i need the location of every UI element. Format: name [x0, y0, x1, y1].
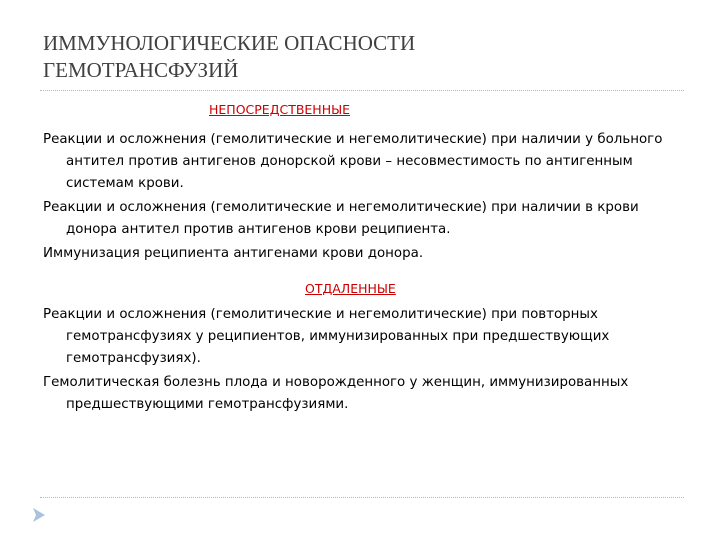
delayed-item-1: Реакции и осложнения (гемолитические и негемолитические) при повторных гемотрансфузиях у реципиентов, иммунизированных при предшествующих гемотрансфузиях). [43, 307, 610, 366]
immediate-heading-text: НЕПОСРЕДСТВЕННЫЕ [209, 102, 351, 117]
next-slide-arrow-icon[interactable] [32, 507, 46, 523]
immediate-item-1: Реакции и осложнения (гемолитические и негемолитические) при наличии у больного антител против антигенов донорской крови – несовместимость по антигенным системам крови. [43, 132, 663, 191]
page-title-line-2: ГЕМОТРАНСФУЗИЙ [43, 58, 239, 82]
immediate-item-2: Реакции и осложнения (гемолитические и негемолитические) при наличии в крови донора антител против антигенов крови реципиента. [43, 200, 639, 237]
page-title [43, 30, 683, 84]
delayed-heading-text: ОТДАЛЕННЫЕ [305, 281, 396, 296]
slide-body [43, 102, 688, 418]
top-divider [40, 90, 684, 91]
delayed-item-2: Гемолитическая болезнь плода и новорожденного у женщин, иммунизированных предшествующими гемотрансфузиями. [43, 375, 629, 412]
immediate-heading [43, 102, 688, 118]
page-title-line-1: ИММУНОЛОГИЧЕСКИЕ ОПАСНОСТИ [43, 31, 416, 55]
bottom-divider [40, 497, 684, 498]
delayed-heading [43, 281, 688, 297]
immediate-item-3: Иммунизация реципиента антигенами крови донора. [43, 246, 424, 261]
